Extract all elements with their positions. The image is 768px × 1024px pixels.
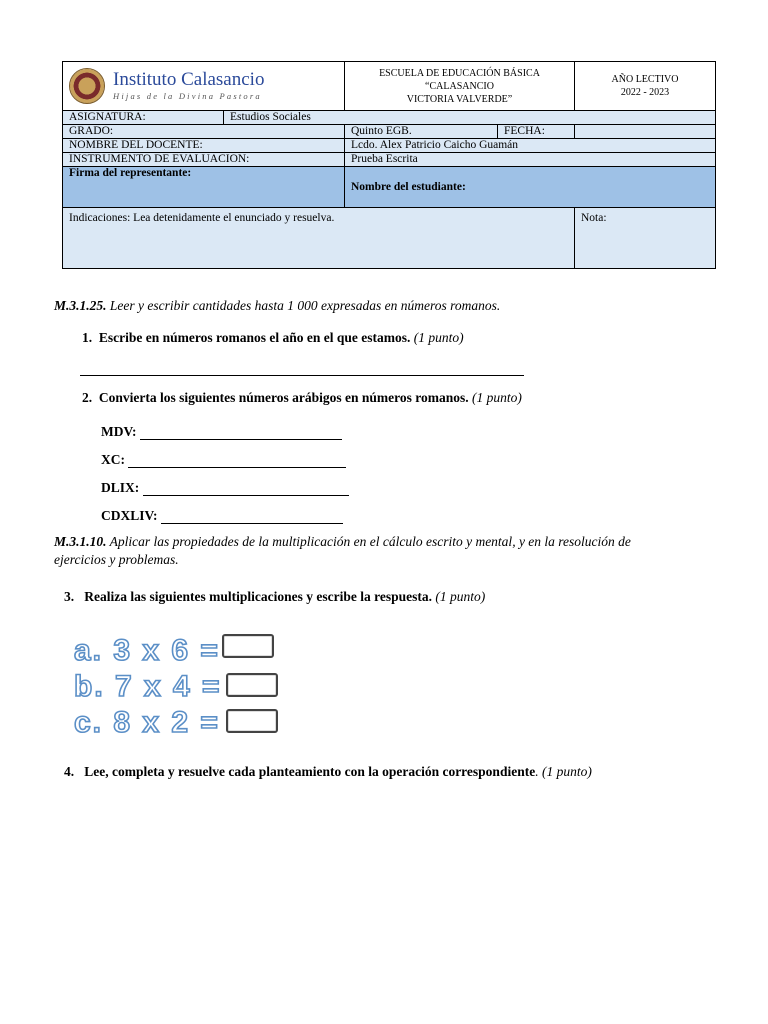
- roman-item-1: [101, 424, 342, 440]
- indicaciones-text: Indicaciones: Lea detenidamente el enunciado y resuelva.: [63, 208, 575, 269]
- school-line-3: VICTORIA VALVERDE”: [406, 93, 513, 105]
- question-3-text: Realiza las siguientes multiplicaciones y escribe la respuesta.: [84, 589, 432, 604]
- school-line-2: “CALASANCIO: [425, 80, 494, 92]
- roman-item-3-label: DLIX:: [101, 480, 140, 495]
- question-2-points: (1 punto): [468, 390, 522, 405]
- logo-name: Instituto Calasancio: [113, 68, 265, 90]
- asignatura-label: ASIGNATURA:: [63, 111, 224, 125]
- roman-item-1-answer-line[interactable]: [140, 427, 342, 440]
- multiplication-b-answer-box[interactable]: [226, 673, 278, 697]
- roman-item-3-answer-line[interactable]: [143, 483, 349, 496]
- question-4: [64, 764, 592, 780]
- nombre-estudiante-field[interactable]: Nombre del estudiante:: [345, 167, 716, 208]
- question-4-number: 4.: [64, 764, 75, 779]
- roman-item-2-label: XC:: [101, 452, 125, 467]
- school-line-1: ESCUELA DE EDUCACIÓN BÁSICA: [379, 67, 540, 79]
- question-1-number: 1.: [82, 330, 93, 345]
- section-2-text-line-2: ejercicios y problemas.: [54, 552, 179, 567]
- roman-item-2: [101, 452, 346, 468]
- nota-field[interactable]: Nota:: [575, 208, 716, 269]
- question-1: [82, 330, 464, 346]
- section-2-text-line-1: Aplicar las propiedades de la multiplicación en el cálculo escrito y mental, y en la resolución de: [106, 534, 631, 549]
- question-2-text: Convierta los siguientes números arábigos en números romanos.: [98, 390, 469, 405]
- asignatura-value: Estudios Sociales: [224, 111, 716, 125]
- section-2-code: M.3.1.10.: [54, 534, 107, 549]
- logo-cell: [63, 62, 345, 111]
- logo-subtitle: Hijas de la Divina Pastora: [113, 90, 262, 101]
- section-2-objective: [54, 534, 631, 550]
- multiplication-b: b. 7 x 4 =: [74, 670, 222, 703]
- grado-value: Quinto EGB.: [345, 125, 498, 139]
- question-3-points: (1 punto): [431, 589, 486, 604]
- instrumento-label: INSTRUMENTO DE EVALUACION:: [63, 153, 345, 167]
- roman-item-4-label: CDXLIV:: [101, 508, 158, 523]
- question-3-number: 3.: [64, 589, 75, 604]
- multiplication-a-answer-box[interactable]: [222, 634, 274, 658]
- roman-item-1-label: MDV:: [101, 424, 137, 439]
- instrumento-value: Prueba Escrita: [345, 153, 716, 167]
- school-year-label: AÑO LECTIVO: [611, 74, 679, 85]
- roman-item-4-answer-line[interactable]: [161, 511, 343, 524]
- school-year-cell: [575, 62, 716, 111]
- firma-representante-field[interactable]: Firma del representante:: [63, 167, 345, 208]
- question-1-answer-line[interactable]: [80, 365, 524, 376]
- question-4-points: . (1 punto): [535, 764, 592, 779]
- roman-item-2-answer-line[interactable]: [128, 455, 346, 468]
- question-1-points: (1 punto): [410, 330, 464, 345]
- section-1-text: Leer y escribir cantidades hasta 1 000 expresadas en números romanos.: [106, 298, 501, 313]
- question-2: [82, 390, 522, 406]
- fecha-label: FECHA:: [498, 125, 575, 139]
- roman-item-3: [101, 480, 349, 496]
- section-1-code: M.3.1.25.: [54, 298, 107, 313]
- question-3: [64, 589, 485, 605]
- docente-label: NOMBRE DEL DOCENTE:: [63, 139, 345, 153]
- section-1-objective: [54, 298, 500, 314]
- question-2-number: 2.: [82, 390, 93, 405]
- school-logo: [63, 62, 344, 110]
- docente-value: Lcdo. Alex Patricio Caicho Guamán: [345, 139, 716, 153]
- question-4-text: Lee, completa y resuelve cada planteamiento con la operación correspondiente: [84, 764, 536, 779]
- school-name-cell: [345, 62, 575, 111]
- header-table: [62, 61, 716, 269]
- grado-label: GRADO:: [63, 125, 345, 139]
- fecha-value[interactable]: [575, 125, 716, 139]
- multiplication-c-answer-box[interactable]: [226, 709, 278, 733]
- roman-item-4: [101, 508, 343, 524]
- school-year-value: 2022 - 2023: [620, 87, 670, 98]
- school-seal-icon: [69, 68, 105, 104]
- multiplication-c: c. 8 x 2 =: [74, 706, 220, 739]
- multiplication-a: a. 3 x 6 =: [74, 634, 220, 667]
- question-1-text: Escribe en números romanos el año en el que estamos.: [98, 330, 411, 345]
